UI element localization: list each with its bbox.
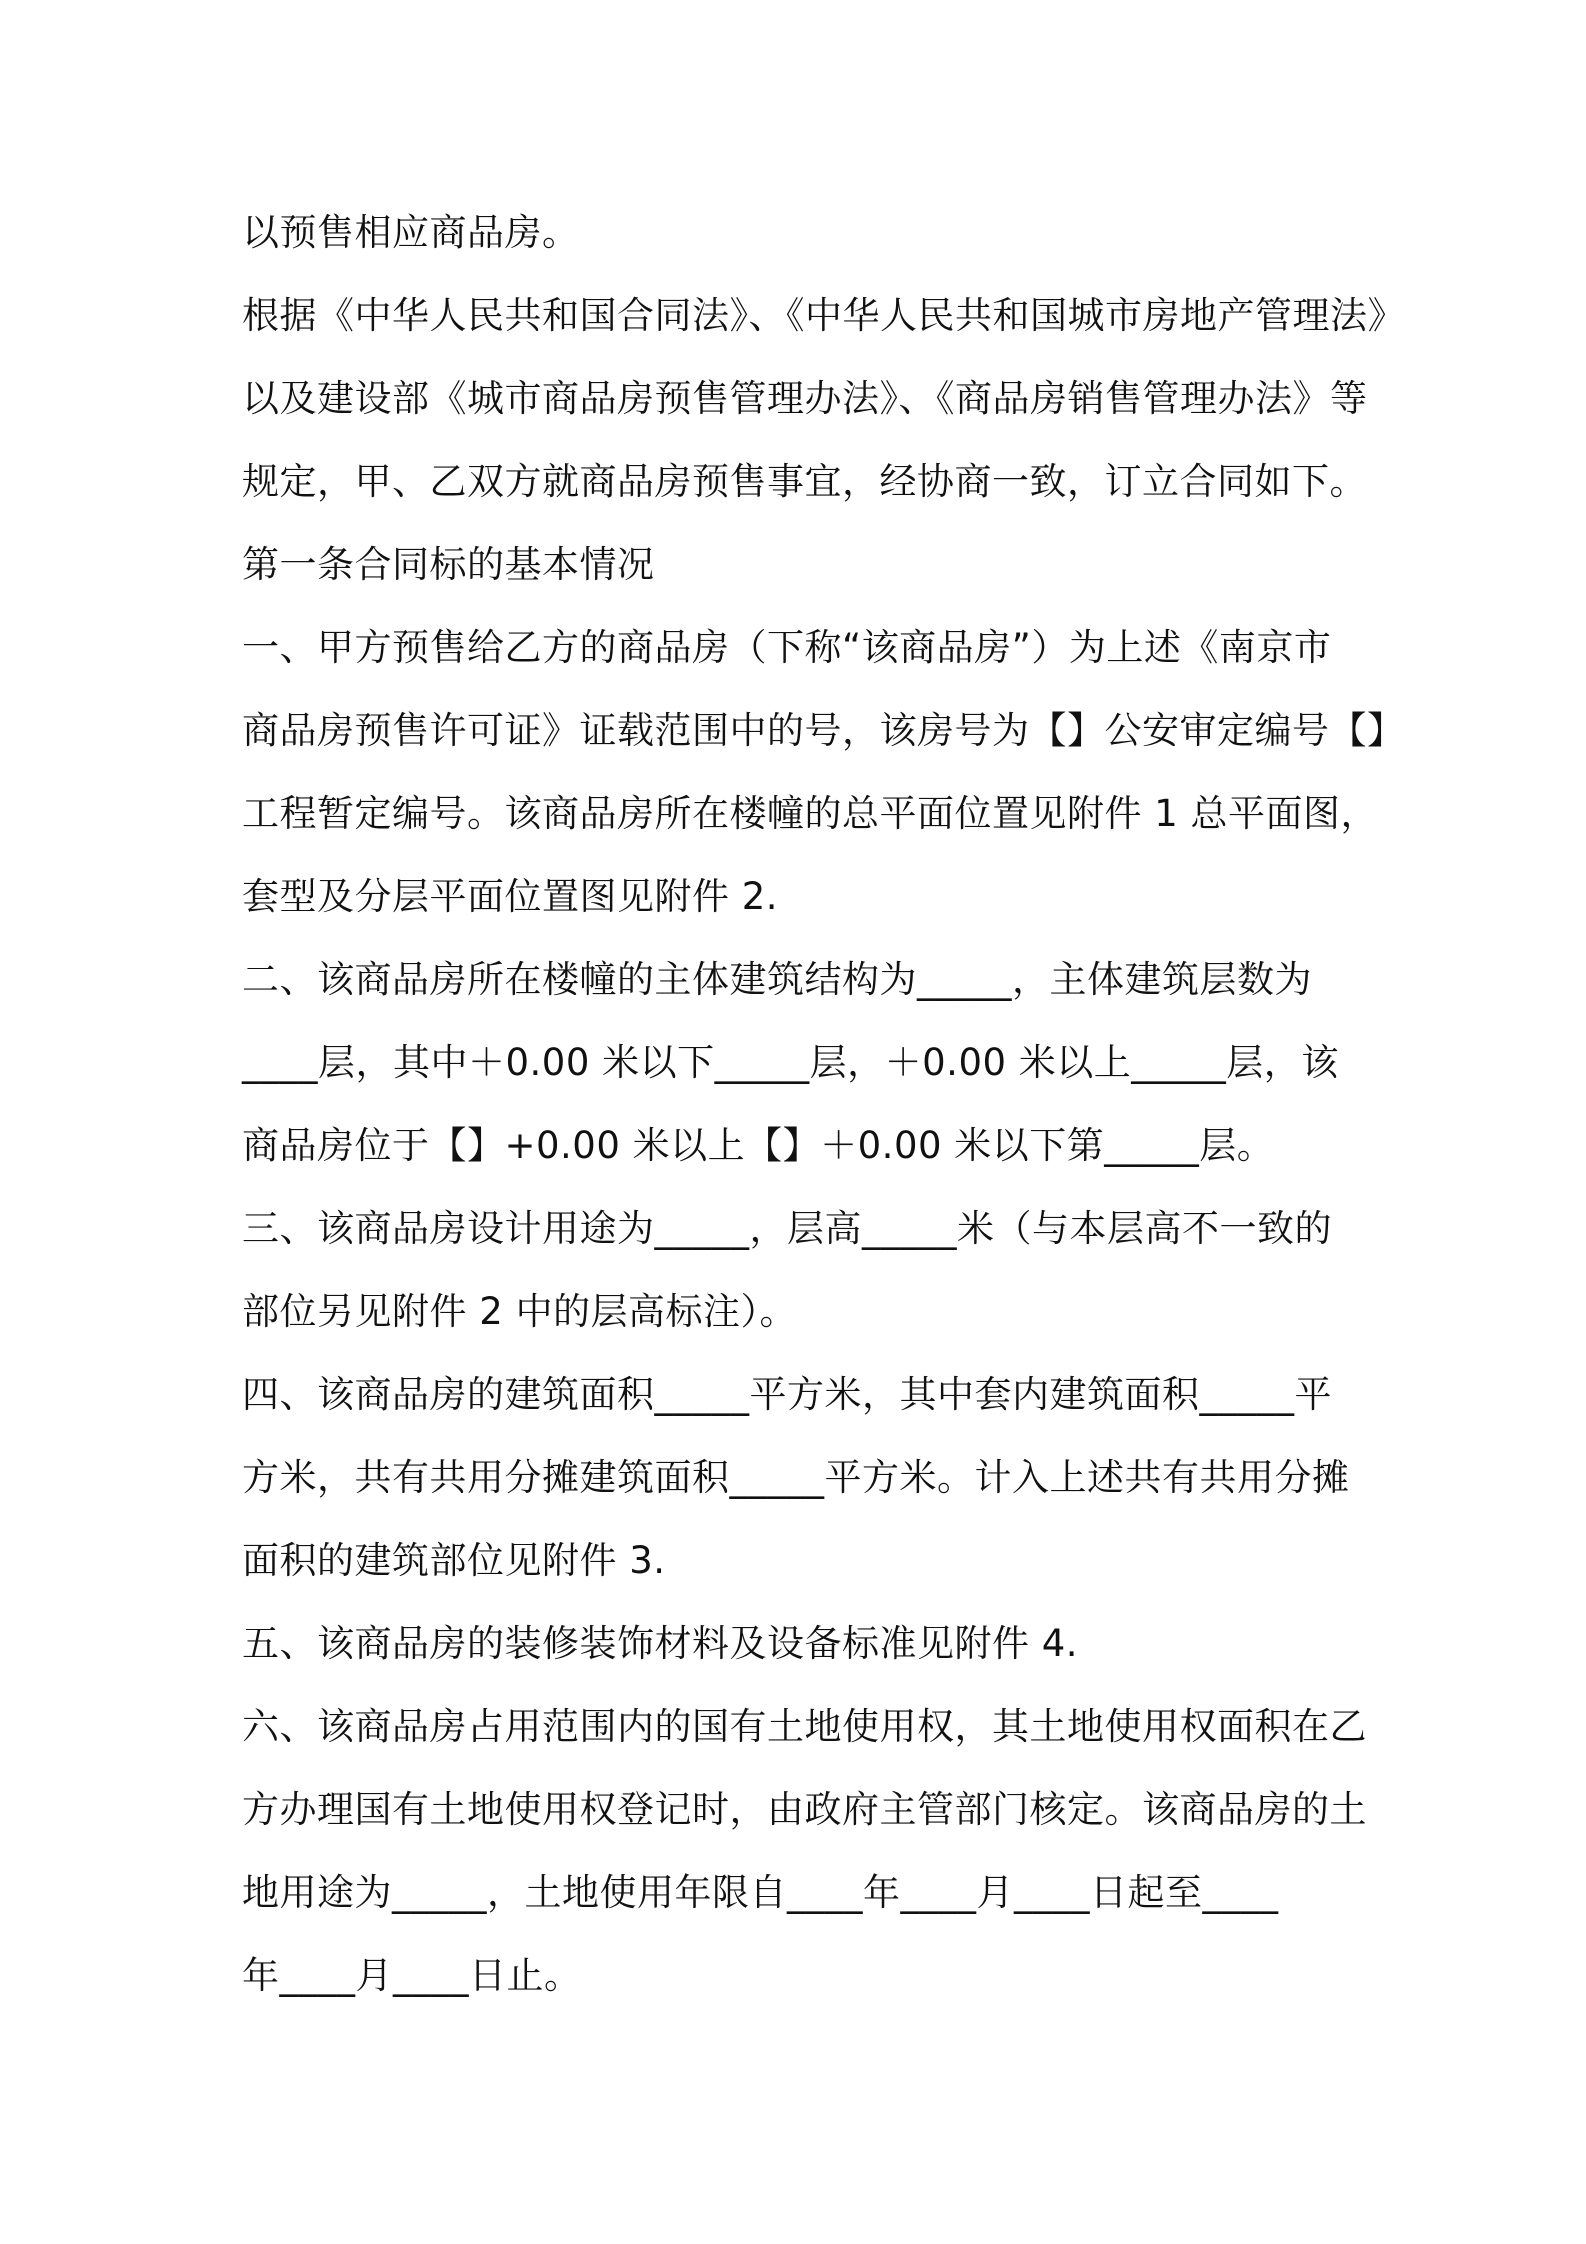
- text-line: 以预售相应商品房。: [242, 211, 580, 254]
- text-line: 二、该商品房所在楼幢的主体建筑结构为_____，主体建筑层数为: [242, 958, 1312, 1001]
- text-line: 以及建设部《城市商品房预售管理办法》、《商品房销售管理办法》等: [242, 377, 1368, 420]
- text-line: 方办理国有土地使用权登记时，由政府主管部门核定。该商品房的土: [242, 1788, 1367, 1831]
- text-line: 工程暂定编号。该商品房所在楼幢的总平面位置见附件 1 总平面图，: [242, 792, 1379, 835]
- text-line: 年____月____日止。: [242, 1954, 582, 1997]
- text-line: 商品房预售许可证》证载范围中的号，该房号为【】公安审定编号【】: [242, 709, 1405, 752]
- text-line: 规定，甲、乙双方就商品房预售事宜，经协商一致，订立合同如下。: [242, 460, 1367, 503]
- section-heading: 第一条合同标的基本情况: [242, 543, 655, 586]
- text-line: 地用途为_____，土地使用年限自____年____月____日起至____: [242, 1871, 1279, 1914]
- text-line: 五、该商品房的装修装饰材料及设备标准见附件 4.: [242, 1622, 1079, 1665]
- text-line: 方米，共有共用分摊建筑面积_____平方米。计入上述共有共用分摊: [242, 1456, 1350, 1499]
- text-line: 一、甲方预售给乙方的商品房（下称“该商品房”）为上述《南京市: [242, 626, 1332, 669]
- text-line: 四、该商品房的建筑面积_____平方米，其中套内建筑面积_____平: [242, 1373, 1332, 1416]
- text-line: 根据《中华人民共和国合同法》、《中华人民共和国城市房地产管理法》: [242, 294, 1405, 337]
- text-line: 面积的建筑部位见附件 3.: [242, 1539, 666, 1582]
- text-line: ____层，其中＋0.00 米以下_____层，＋0.00 米以上_____层，该: [242, 1041, 1339, 1084]
- text-line: 商品房位于【】+0.00 米以上【】＋0.00 米以下第_____层。: [242, 1124, 1275, 1167]
- text-line: 部位另见附件 2 中的层高标注）。: [242, 1290, 798, 1333]
- text-line: 三、该商品房设计用途为_____，层高_____米（与本层高不一致的: [242, 1207, 1332, 1250]
- text-line: 套型及分层平面位置图见附件 2.: [242, 875, 779, 918]
- text-line: 六、该商品房占用范围内的国有土地使用权，其土地使用权面积在乙: [242, 1705, 1367, 1748]
